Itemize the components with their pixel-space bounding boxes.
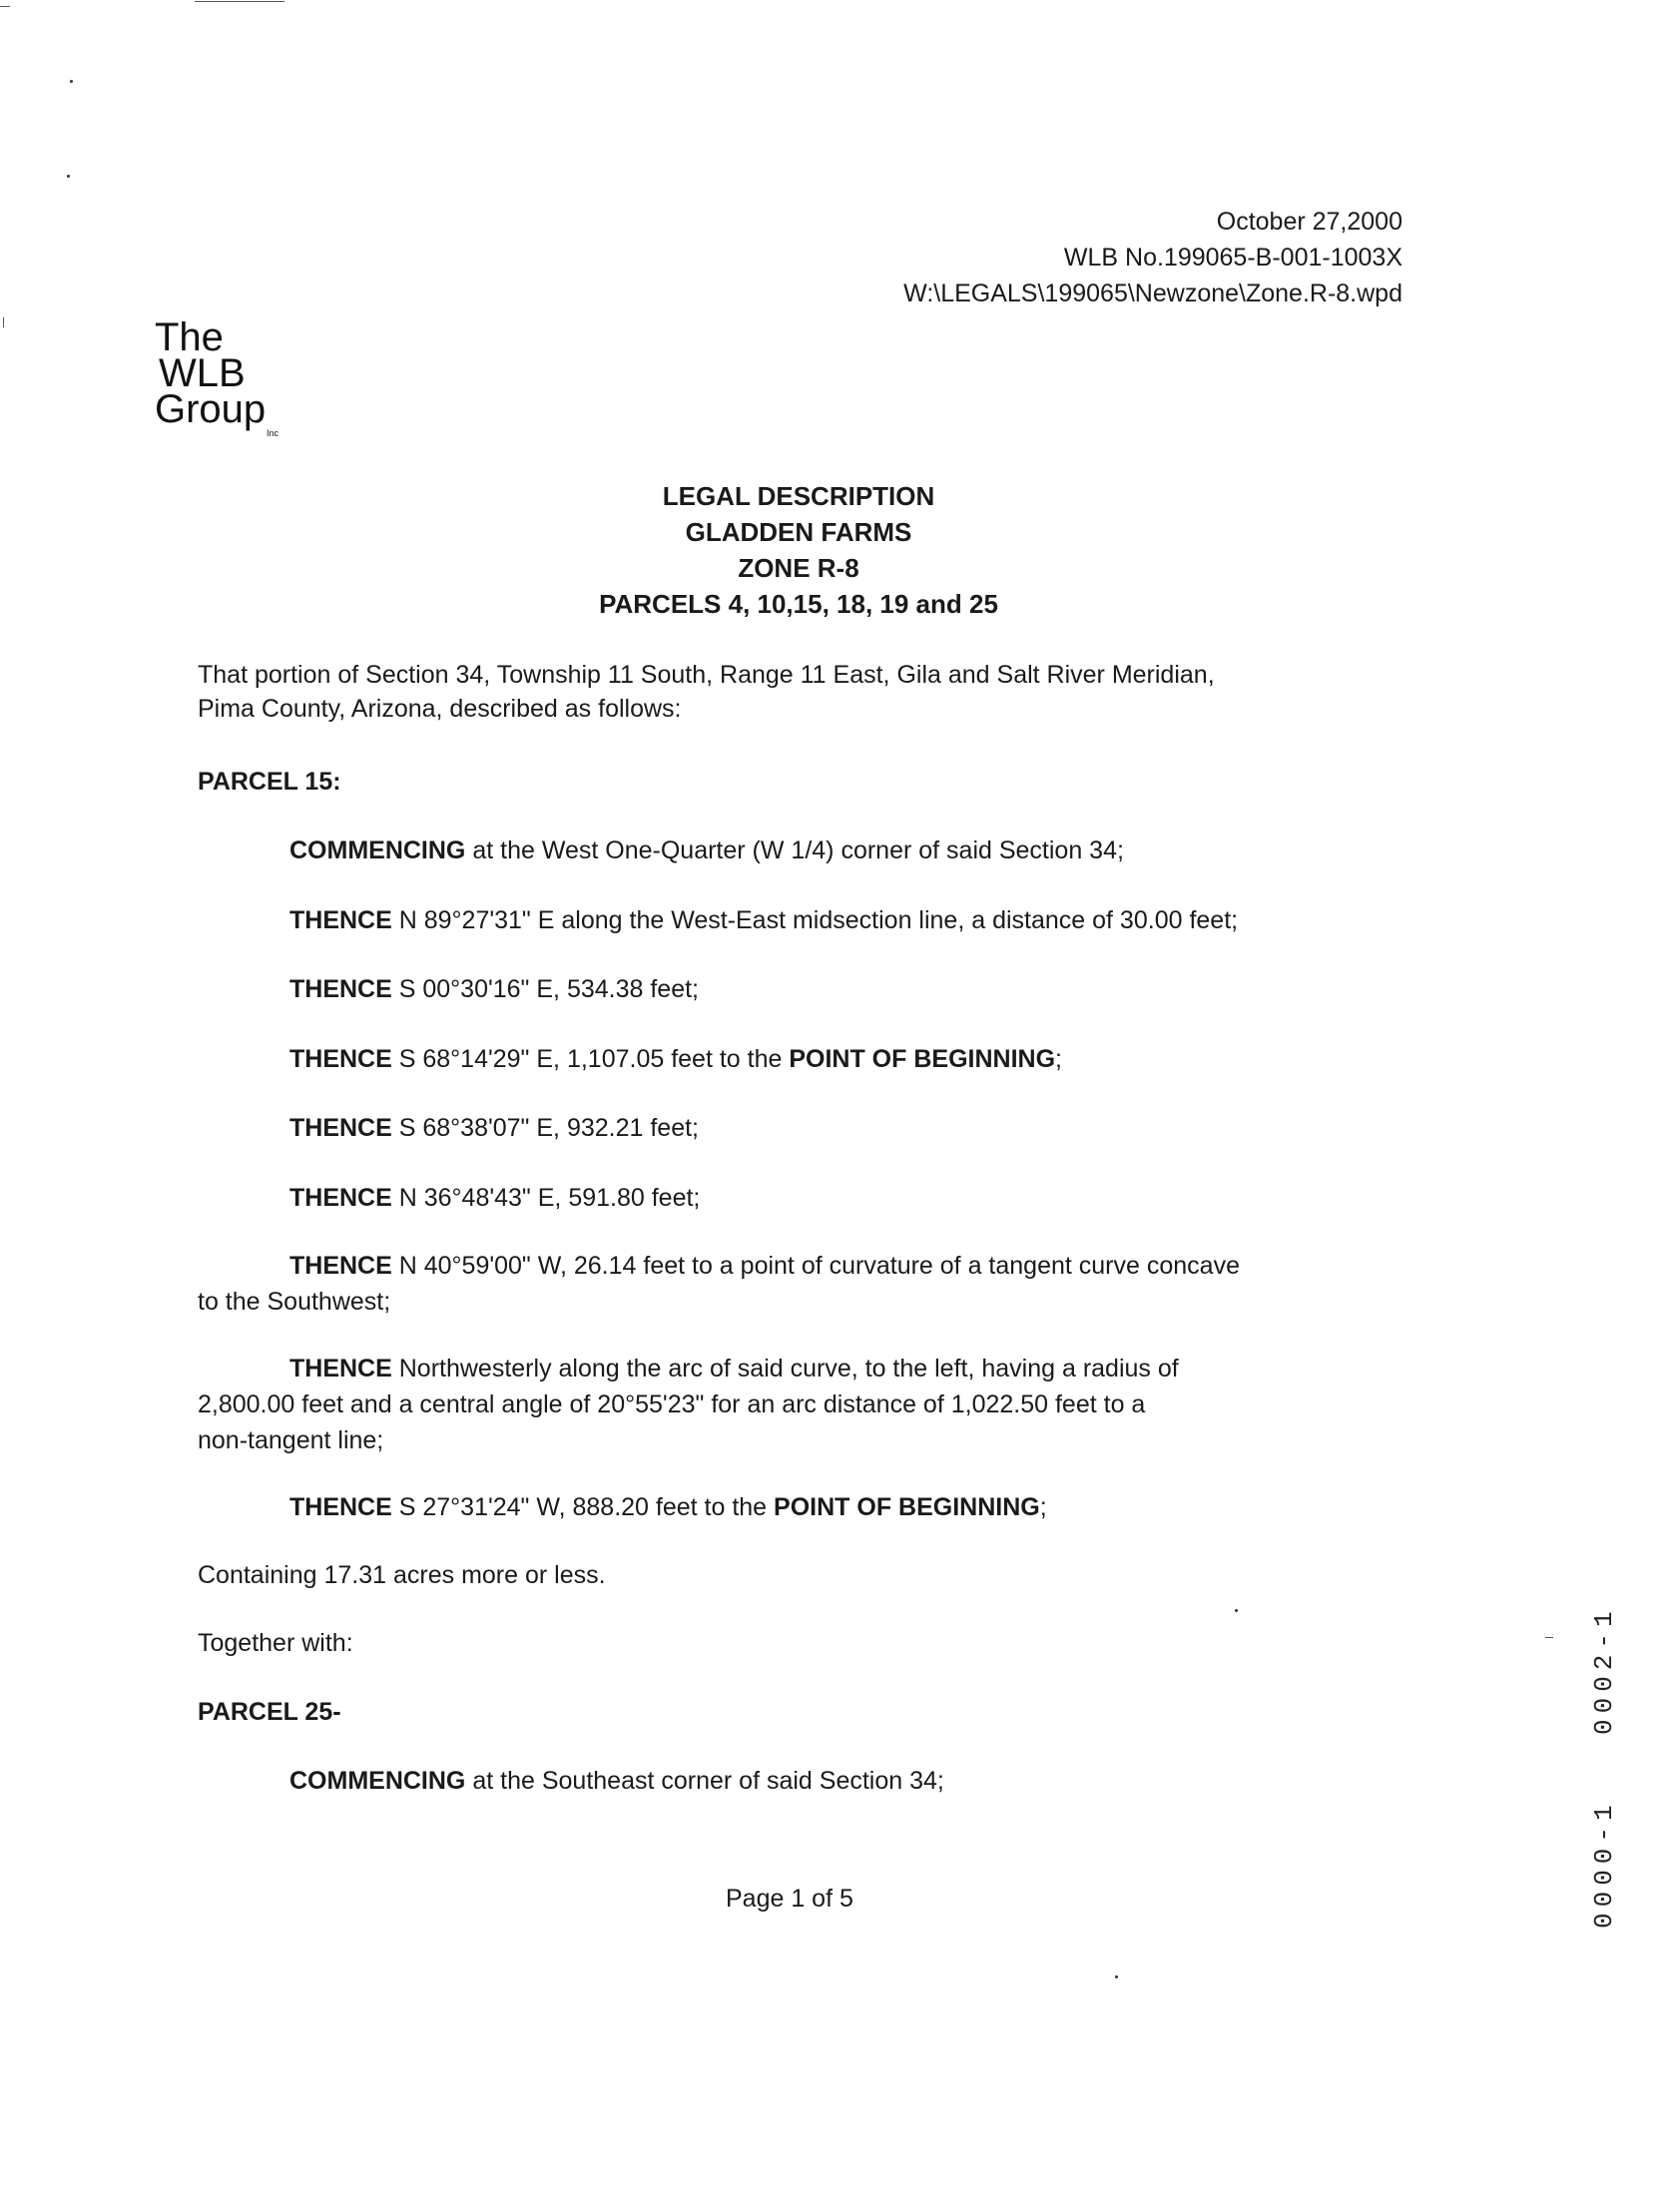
keyword-thence: THENCE [289,975,392,1003]
wlb-number: WLB No.199065-B-001-1003X [1063,244,1402,272]
logo-line-4: Inc [267,428,280,438]
call-text: N 36°48'43" E, 591.80 feet; [391,1184,701,1212]
logo-line-3: Group [155,387,267,431]
document-date: October 27,2000 [1216,208,1402,236]
title-legal-description: LEGAL DESCRIPTION [662,481,935,511]
scan-artifact-left-mark [3,317,4,327]
call-text: S 00°30'16" E, 534.38 feet; [391,975,699,1003]
parcel-15-commencing [289,832,1124,868]
call-text: at the West One-Quarter (W 1/4) corner of said Section 34; [465,836,1124,864]
keyword-thence: THENCE [289,1045,392,1073]
call-text: Northwesterly along the arc of said curve, to the left, having a radius of [391,1355,1179,1382]
together-with: Together with: [198,1629,353,1657]
title-gladden-farms: GLADDEN FARMS [685,517,912,547]
parcel-15-call-7-line-2: 2,800.00 feet and a central angle of 20°55'23" for an arc distance of 1,022.50 feet to a [198,1390,1146,1418]
call-text: N 40°59'00" W, 26.14 feet to a point of curvature of a tangent curve concave [391,1252,1240,1280]
parcel-15-call-8 [289,1489,1047,1525]
scan-speck [1115,1975,1118,1978]
keyword-thence: THENCE [289,1252,392,1280]
page-number: Page 1 of 5 [726,1885,853,1913]
parcel-15-call-5 [289,1180,700,1216]
parcel-25-heading: PARCEL 25- [198,1698,341,1726]
parcel-15-call-6-line-2: to the Southwest; [198,1288,391,1316]
call-text: S 68°38'07" E, 932.21 feet; [391,1114,699,1142]
parcel-15-call-3 [289,1041,1062,1077]
call-text: S 27°31'24" W, 888.20 feet to the [391,1493,775,1521]
keyword-thence: THENCE [289,1355,392,1382]
keyword-thence: THENCE [289,1184,392,1212]
parcel-15-call-1 [289,902,1238,938]
parcel-15-call-7-line-3: non-tangent line; [198,1426,384,1454]
file-path: W:\LEGALS\199065\Newzone\Zone.R-8.wpd [903,279,1402,307]
scan-speck [67,175,70,178]
keyword-thence: THENCE [289,906,392,934]
parcel-15-call-6 [289,1248,1240,1284]
parcel-15-call-2 [289,971,699,1007]
title-parcels: PARCELS 4, 10,15, 18, 19 and 25 [599,589,998,619]
parcel-15-heading: PARCEL 15: [198,768,341,796]
wlb-group-logo [155,317,304,437]
keyword-commencing: COMMENCING [289,1767,466,1795]
side-stamp-upper: 0002-1 [1589,1605,1619,1735]
parcel-15-containing: Containing 17.31 acres more or less. [198,1561,606,1589]
parcel-15-call-7 [289,1351,1179,1386]
call-text: at the Southeast corner of said Section 34; [465,1767,944,1795]
scan-artifact-right-mark [1545,1637,1553,1638]
scan-speck [70,80,73,83]
logo-line-2: WLB [159,351,246,395]
call-text: S 68°14'29" E, 1,107.05 feet to the [391,1045,790,1073]
point-of-beginning: POINT OF BEGINNING [774,1493,1040,1521]
call-end: ; [1055,1045,1062,1073]
side-stamp [1585,1577,1625,1936]
scan-artifact-top-left [0,6,10,7]
keyword-thence: THENCE [289,1114,392,1142]
logo-line-1: The [155,315,224,359]
intro-line-2: Pima County, Arizona, described as follows: [198,695,682,723]
parcel-25-commencing [289,1763,944,1799]
intro-line-1: That portion of Section 34, Township 11 South, Range 11 East, Gila and Salt River Meridian, [198,661,1215,689]
keyword-thence: THENCE [289,1493,392,1521]
title-zone: ZONE R-8 [738,553,859,583]
parcel-15-call-4 [289,1110,699,1146]
point-of-beginning: POINT OF BEGINNING [789,1045,1056,1073]
keyword-commencing: COMMENCING [289,836,466,864]
scan-speck [1235,1609,1238,1612]
scan-artifact-top-line [195,1,284,2]
call-end: ; [1039,1493,1047,1521]
call-text: N 89°27'31" E along the West-East midsection line, a distance of 30.00 feet; [391,906,1239,934]
side-stamp-lower: 0000-1 [1589,1799,1619,1929]
